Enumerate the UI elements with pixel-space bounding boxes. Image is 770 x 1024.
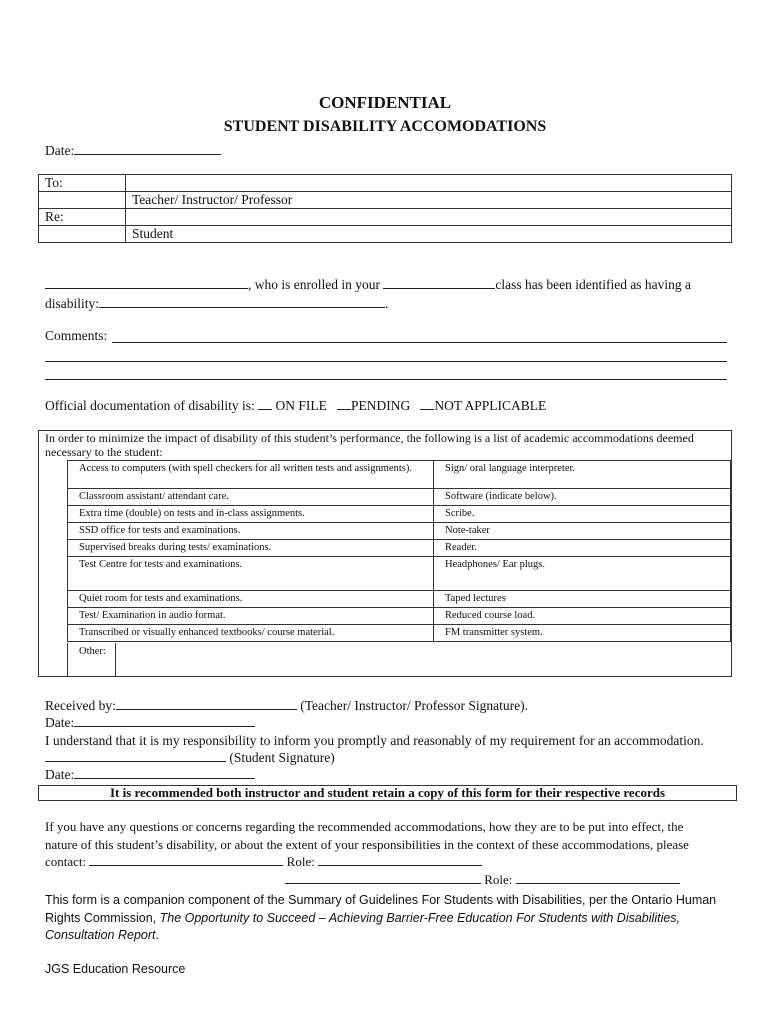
statement-text-2: class has been identified as having a [495, 277, 692, 292]
retain-copy-notice: It is recommended both instructor and student retain a copy of this form for their respective records [38, 785, 737, 801]
role-field[interactable] [318, 854, 482, 866]
understand-statement: I understand that it is my responsibility to inform you promptly and reasonably of my requirement for an accommodation. [45, 733, 704, 748]
documentation-label: Official documentation of disability is: [45, 398, 255, 413]
questions-line-1: If you have any questions or concerns regarding the recommended accommodations, how they are to be put into effect, the [45, 819, 684, 834]
received-by-label: Received by: [45, 698, 116, 713]
accommodations-table [67, 460, 731, 642]
accommodation-item[interactable]: Classroom assistant/ attendant care. [68, 489, 434, 506]
student-name-field[interactable] [45, 277, 248, 289]
accommodation-item[interactable]: Transcribed or visually enhanced textbooks/ course material. [68, 625, 434, 642]
accommodation-item[interactable]: Software (indicate below). [434, 489, 731, 506]
accommodation-item[interactable]: Access to computers (with spell checkers for all written tests and assignments). [68, 461, 434, 489]
comments-line-1[interactable] [112, 342, 727, 343]
form-subtitle: STUDENT DISABILITY ACCOMODATIONS [223, 118, 547, 135]
other-row [67, 643, 732, 677]
companion-paragraph [45, 892, 716, 945]
date-row-3 [45, 767, 255, 783]
accommodation-item[interactable]: Supervised breaks during tests/ examinations. [68, 540, 434, 557]
companion-line-3 [45, 927, 716, 945]
date-label: Date: [45, 143, 75, 158]
teacher-signature-label: (Teacher/ Instructor/ Professor Signature). [300, 698, 528, 713]
to-field[interactable] [126, 175, 732, 192]
statement-text-1: , who is enrolled in your [248, 277, 380, 292]
accommodation-item[interactable]: Reader. [434, 540, 731, 557]
form-title: CONFIDENTIAL [318, 93, 452, 112]
not-applicable-label: NOT APPLICABLE [434, 398, 547, 413]
teacher-signature-field[interactable] [116, 698, 297, 710]
student-signature-label: (Student Signature) [229, 750, 335, 765]
questions-line-2: nature of this student’s disability, or about the extent of your responsibilities in the context of these accommodations, please [45, 836, 689, 852]
pending-check[interactable] [337, 398, 351, 410]
disability-row [45, 296, 388, 312]
companion-line-3-italic: Consultation Report [45, 928, 156, 942]
comments-label: Comments: [45, 328, 108, 343]
accommodation-item[interactable]: Test/ Examination in audio format. [68, 608, 434, 625]
re-field[interactable] [126, 209, 732, 226]
not-applicable-check[interactable] [420, 398, 434, 410]
questions-block [45, 818, 689, 888]
to-label-blank [39, 192, 126, 209]
class-field[interactable] [383, 277, 495, 289]
role-row-2 [45, 871, 689, 889]
other-label: Other: [68, 643, 116, 676]
date-field[interactable] [74, 143, 221, 155]
footer-text: JGS Education Resource [45, 962, 186, 976]
contact-row [45, 853, 689, 871]
pending-label: PENDING [350, 398, 411, 413]
contact-field-2[interactable] [285, 872, 481, 884]
student-signature-field[interactable] [45, 750, 226, 762]
accommodation-item[interactable]: Note-taker [434, 523, 731, 540]
companion-line-1: This form is a companion component of the Summary of Guidelines For Students with Disabilities, per the Ontario Human [45, 893, 717, 907]
accommodation-item[interactable]: Sign/ oral language interpreter. [434, 461, 731, 489]
on-file-label: ON FILE [275, 398, 327, 413]
accommodation-item[interactable]: Reduced course load. [434, 608, 731, 625]
role-label-2: Role: [484, 871, 513, 887]
on-file-check[interactable] [258, 398, 272, 410]
enrollment-statement [45, 277, 691, 293]
statement-period: . [385, 296, 389, 311]
other-field[interactable] [117, 643, 731, 676]
documentation-row [45, 398, 546, 414]
to-value: Teacher/ Instructor/ Professor [126, 192, 732, 209]
accommodation-item[interactable]: SSD office for tests and examinations. [68, 523, 434, 540]
accommodation-item[interactable]: Scribe. [434, 506, 731, 523]
disability-field[interactable] [99, 296, 385, 308]
contact-label: contact: [45, 854, 87, 869]
comments-line-2[interactable] [45, 361, 727, 362]
role-label: Role: [286, 854, 315, 869]
companion-line-2-plain: Rights Commission, [45, 910, 157, 925]
re-label: Re: [39, 209, 126, 226]
companion-line-2 [45, 910, 716, 928]
to-re-table [38, 174, 732, 243]
accommodations-intro: In order to minimize the impact of disability of this student’s performance, the following is a list of academic accommodations deemed necessary to the student: [45, 431, 694, 459]
received-by-row [45, 698, 528, 714]
date-field-3[interactable] [74, 767, 255, 779]
re-value: Student [126, 226, 732, 243]
to-label: To: [39, 175, 126, 192]
companion-line-3-end: . [155, 928, 159, 942]
accommodation-item[interactable]: Test Centre for tests and examinations. [68, 557, 434, 591]
date-field-2[interactable] [74, 715, 255, 727]
student-signature-row [45, 750, 335, 766]
date-label-2: Date: [45, 715, 75, 730]
accommodation-item[interactable]: Taped lectures [434, 591, 731, 608]
contact-field[interactable] [89, 854, 283, 866]
disability-label: disability: [45, 296, 99, 311]
accommodation-item[interactable]: Extra time (double) on tests and in-class assignments. [68, 506, 434, 523]
date-row [45, 143, 221, 159]
accommodation-item[interactable]: Headphones/ Ear plugs. [434, 557, 731, 591]
accommodation-item[interactable]: FM transmitter system. [434, 625, 731, 642]
accommodation-item[interactable]: Quiet room for tests and examinations. [68, 591, 434, 608]
comments-line-3[interactable] [45, 379, 727, 380]
re-label-blank [39, 226, 126, 243]
role-field-2[interactable] [516, 872, 680, 884]
date-row-2 [45, 715, 255, 731]
companion-line-2-italic: The Opportunity to Succeed – Achieving Barrier-Free Education For Students with Disabilities, [159, 910, 681, 925]
date-label-3: Date: [45, 767, 75, 782]
